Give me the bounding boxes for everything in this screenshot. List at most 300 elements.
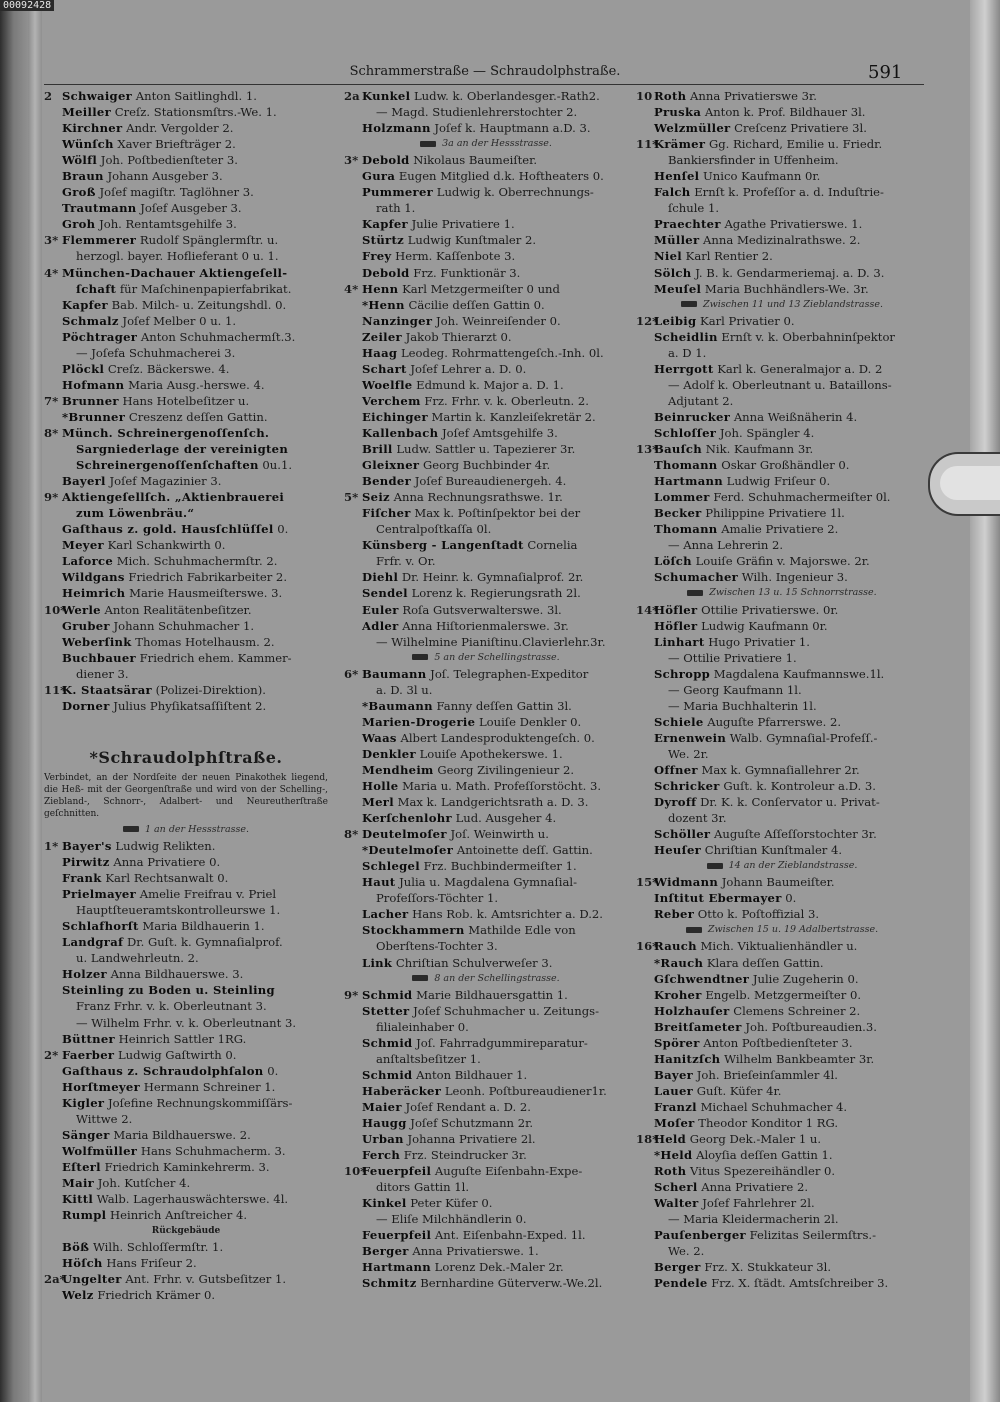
directory-entry [636, 457, 928, 473]
entry-body [62, 489, 284, 505]
entry-body [62, 216, 237, 232]
entry-details: Karl Schankwirth 0. [107, 538, 226, 553]
entry-body [362, 762, 574, 778]
entry-body [654, 1115, 838, 1131]
resident-name: Müller [654, 233, 700, 248]
directory-entry [636, 1147, 928, 1163]
pointing-hand-icon [681, 301, 697, 307]
directory-entry [344, 602, 628, 618]
directory-entry [636, 1083, 928, 1099]
entry-details: Julius Phyſikatsaſſiſtent 2. [113, 698, 267, 713]
entry-body [62, 88, 257, 104]
entry-body [376, 200, 415, 216]
resident-name: Schropp [654, 666, 711, 681]
entry-details: Peter Küfer 0. [410, 1196, 493, 1211]
entry-body [62, 569, 287, 585]
entry-body [654, 313, 795, 329]
resident-name: Wildgans [62, 570, 125, 585]
cross-street-text: 8 an der Schellingstrasse. [434, 972, 560, 984]
resident-name: Schmid [362, 987, 413, 1002]
directory-entry [44, 409, 328, 425]
entry-body [362, 184, 594, 200]
resident-name: Schart [362, 361, 407, 376]
directory-entry [636, 826, 928, 842]
resident-name: Wölfl [62, 153, 98, 168]
directory-entry [344, 1131, 628, 1147]
entry-details: — Wilhelm Frhr. v. k. Oberleutnant 3. [76, 1015, 297, 1030]
entry-details: Joh. Brieſeinſammler 4l. [696, 1067, 838, 1082]
entry-details: Otto k. Poſtoffizial 3. [697, 907, 820, 922]
directory-entry [636, 361, 928, 377]
resident-name: Lauer [654, 1083, 694, 1098]
entry-body [62, 1063, 278, 1079]
entry-body [362, 826, 549, 842]
entry-body [654, 1259, 831, 1275]
entry-details: Auguſte Eiſenbahn-Expe- [434, 1164, 583, 1179]
resident-name: Sendel [362, 586, 408, 601]
entry-body [62, 1143, 286, 1159]
entry-body [62, 184, 254, 200]
entry-details: Adjutant 2. [668, 393, 734, 408]
resident-name: Debold [362, 153, 410, 168]
entry-body [62, 982, 275, 998]
entry-details: — Anna Lehrerin 2. [668, 538, 784, 553]
entry-continuation [636, 810, 928, 826]
entry-continuation [344, 890, 628, 906]
entry-details: Ludwig Kunſtmaler 2. [407, 233, 537, 248]
entry-continuation [636, 200, 928, 216]
directory-entry [636, 1019, 928, 1035]
entry-details: Anna Privatiere 2. [701, 1180, 809, 1195]
entry-details: Lorenz k. Regierungsrath 2l. [411, 586, 581, 601]
directory-entry [636, 569, 928, 585]
entry-details: Edmund k. Major a. D. 1. [416, 377, 564, 392]
directory-entry: 13*Bauſch Nik. Kaufmann 3r. [636, 442, 814, 457]
resident-name: Landgraf [62, 935, 124, 950]
resident-name: Lacher [362, 907, 409, 922]
entry-details: Wilhelm Bankbeamter 3r. [724, 1051, 875, 1066]
entry-details: Ludwig Gaſtwirth 0. [117, 1047, 237, 1062]
entry-body [654, 441, 813, 457]
directory-entry [344, 393, 628, 409]
entry-body [62, 553, 277, 569]
directory-entry [44, 329, 328, 345]
directory-entry [44, 585, 328, 601]
cross-street-note [636, 858, 928, 874]
resident-name: Reber [654, 907, 695, 922]
entry-body [362, 1243, 539, 1259]
entry-details: — Eliſe Milchhändlerin 0. [376, 1212, 527, 1227]
directory-entry [44, 1031, 328, 1047]
resident-name: Frank [62, 871, 102, 886]
directory-entry [44, 168, 328, 184]
cross-street-note [344, 136, 628, 152]
entry-body [62, 120, 233, 136]
entry-details: Maria Bildhauerin 1. [142, 919, 265, 934]
entry-body [668, 377, 892, 393]
entry-body [76, 345, 235, 361]
directory-entry [44, 136, 328, 152]
entry-details: Joſef Rendant a. D. 2. [405, 1099, 531, 1114]
resident-name: *Baumann [362, 698, 433, 713]
entry-body [362, 1067, 527, 1083]
cross-street-note [636, 922, 928, 938]
entry-body [654, 634, 810, 650]
entry-body [362, 922, 576, 938]
resident-name: Franzl [654, 1099, 697, 1114]
directory-entry [44, 1287, 328, 1303]
entry-body [654, 505, 845, 521]
directory-entry [636, 971, 928, 987]
resident-name: Holzhauſer [654, 1003, 730, 1018]
entry-body [376, 104, 577, 120]
directory-entry [44, 1191, 328, 1207]
entry-continuation [344, 682, 628, 698]
entry-details: Walb. Gymnaſial-Profeſſ.- [729, 730, 878, 745]
entry-body [654, 265, 885, 281]
entry-details: Joſef Magazinier 3. [109, 474, 222, 489]
entry-details: Mich. Schuhmachermſtr. 2. [116, 554, 278, 569]
entry-details: Lud. Ausgeher 4. [455, 811, 557, 826]
resident-name: Haberäcker [362, 1083, 442, 1098]
entry-details: Agathe Privatierswe. 1. [724, 217, 863, 232]
directory-entry [636, 104, 928, 120]
resident-name: Moſer [654, 1116, 695, 1130]
entry-details: Joſefine Rechnungskommiſſärs- [107, 1095, 293, 1110]
entry-body [668, 746, 709, 762]
resident-name: Breitſameter [654, 1019, 742, 1034]
entry-details: Heinrich Sattler 1RG. [118, 1031, 247, 1046]
entry-details: Hans Hotelbeſitzer u. [122, 393, 250, 408]
resident-name: Bender [362, 474, 411, 489]
entry-continuation [344, 634, 628, 650]
directory-entry [44, 1063, 328, 1079]
entry-details: Karl Rentier 2. [685, 249, 773, 264]
entry-body [362, 987, 568, 1003]
entry-body [654, 1051, 874, 1067]
directory-entry: 3* Flemmerer Rudolf Spänglermſtr. u. [44, 233, 279, 248]
directory-entry: 9* Aktiengeſellſch. „Aktienbrauerei [44, 490, 285, 505]
resident-name: Horſtmeyer [62, 1079, 141, 1094]
entry-body [362, 216, 515, 232]
entry-details: Anton Schuhmachermſt.3. [140, 329, 296, 344]
entry-body [62, 870, 228, 886]
entry-details: für Maſchinenpapierfabrikat. [119, 281, 292, 296]
resident-name: Schloſſer [654, 425, 717, 440]
entry-continuation [344, 1179, 628, 1195]
entry-details: Philippine Privatiere 1l. [705, 506, 845, 521]
entry-details: ditors Gattin 1l. [376, 1180, 470, 1195]
resident-name: Bauſch [654, 442, 703, 457]
entry-details: Anna Bildhauerswe. 3. [110, 967, 244, 982]
entry-body [376, 634, 606, 650]
resident-name: Kinkel [362, 1196, 407, 1211]
resident-name: Feuerpfeil [362, 1164, 432, 1179]
directory-entry [636, 1035, 928, 1051]
entry-continuation [344, 104, 628, 120]
entry-continuation [344, 1211, 628, 1227]
resident-name: Walter [654, 1196, 699, 1211]
entry-body [654, 281, 869, 297]
entry-body [654, 762, 860, 778]
resident-name: Stockhammern [362, 923, 465, 938]
directory-entry [344, 441, 628, 457]
entry-details: Andr. Vergolder 2. [126, 121, 234, 136]
entry-details: Guſt. k. Kontroleur a.D. 3. [723, 779, 876, 794]
entry-body [654, 1019, 877, 1035]
resident-name: Meuſel [654, 281, 702, 296]
directory-entry [636, 505, 928, 521]
entry-body [362, 168, 604, 184]
entry-details: Joſef Bureaudienergeh. 4. [414, 474, 567, 489]
entry-body [76, 666, 129, 682]
directory-entry [636, 906, 928, 922]
entry-body [654, 120, 867, 136]
directory-entry [344, 1099, 628, 1115]
resident-name: Dorner [62, 698, 110, 713]
resident-name: Schmalz [62, 313, 119, 328]
entry-details: Georg Buchbinder 4r. [423, 458, 551, 473]
resident-name: Deutelmoſer [362, 827, 447, 842]
resident-name: Haugg [362, 1116, 407, 1130]
entry-details: Joſ. Fahrradgummireparatur- [416, 1035, 588, 1050]
resident-name: *Brunner [62, 409, 126, 424]
entry-body [654, 794, 880, 810]
resident-name: Gaſthaus z. gold. Hausſchlüſſel [62, 522, 274, 537]
entry-details: Anna Weißnäherin 4. [733, 409, 858, 424]
directory-entry [344, 922, 628, 938]
entry-details: Franz Frhr. v. k. Oberleutnant 3. [76, 999, 267, 1014]
directory-entry [44, 966, 328, 982]
entry-details: — Georg Kaufmann 1l. [668, 682, 802, 697]
entry-body [362, 313, 561, 329]
entry-body [62, 136, 236, 152]
resident-name: *Rauch [654, 955, 704, 970]
resident-name: Scheidlin [654, 329, 718, 344]
resident-name: Feuerpfeil [362, 1228, 432, 1243]
entry-body [668, 1211, 839, 1227]
entry-body [62, 200, 242, 216]
directory-entry: 3* Debold Nikolaus Baumeiſter. [344, 153, 538, 168]
entry-body [362, 730, 595, 746]
entry-details: Wilh. Schloſſermſtr. 1. [92, 1240, 224, 1255]
directory-entry [44, 870, 328, 886]
entry-details: Frz. Funktionär 3. [413, 265, 521, 280]
resident-name: Ernenwein [654, 730, 727, 745]
entry-details: 0. [277, 522, 289, 537]
entry-details: — Joſefa Schuhmacherei 3. [76, 345, 236, 360]
resident-name: Hartmann [654, 474, 723, 489]
entry-body [668, 698, 817, 714]
resident-name: Schmid [362, 1035, 413, 1050]
entry-details: 0u.1. [262, 458, 293, 473]
entry-continuation [44, 248, 328, 264]
entry-continuation [344, 938, 628, 954]
entry-body [62, 297, 286, 313]
resident-name: Euler [362, 602, 399, 617]
resident-name: Inſtitut Ebermayer [654, 891, 782, 906]
entry-continuation [636, 1243, 928, 1259]
directory-entry [44, 934, 328, 950]
entry-details: Wilh. Ingenieur 3. [741, 570, 848, 585]
entry-body [62, 1207, 247, 1223]
entry-body [62, 1127, 251, 1143]
resident-name: Spörer [654, 1035, 700, 1050]
entry-details: Julie Zugeherin 0. [752, 971, 859, 986]
entry-continuation [344, 1051, 628, 1067]
entry-body [62, 918, 265, 934]
entry-details: Marie Hausmeiſterswe. 3. [129, 586, 283, 601]
directory-entry [44, 1095, 328, 1111]
entry-body [76, 1111, 132, 1127]
directory-entry [636, 794, 928, 810]
entry-body [654, 1163, 835, 1179]
resident-name: Heimrich [62, 586, 126, 601]
entry-body [654, 618, 828, 634]
directory-entry [636, 281, 928, 297]
entry-body [362, 746, 563, 762]
directory-entry: 8* Münch. Schreinergenoſſenſch. [44, 425, 270, 440]
resident-name: Höfler [654, 602, 698, 617]
directory-entry [344, 457, 628, 473]
resident-name: Kigler [62, 1095, 105, 1110]
pointing-hand-icon [123, 826, 139, 832]
entry-body [362, 602, 562, 618]
resident-name: Meiller [62, 105, 112, 120]
directory-entry [636, 265, 928, 281]
entry-body [362, 248, 515, 264]
directory-entry [636, 1275, 928, 1291]
directory-entry: 14*Höfler Ottilie Privatierswe. 0r. [636, 602, 839, 617]
resident-name: Linhart [654, 634, 705, 649]
entry-body [362, 666, 588, 682]
entry-details: Nikolaus Baumeiſter. [413, 153, 538, 168]
resident-name: Praechter [654, 217, 721, 232]
directory-entry [636, 634, 928, 650]
entry-body [62, 377, 265, 393]
entry-details: 0. [785, 891, 797, 906]
entry-body [62, 1255, 197, 1271]
entry-details: Mich. Viktualienhändler u. [700, 939, 858, 954]
directory-entry: 10*Werle Anton Realitätenbeſitzer. [44, 602, 252, 617]
resident-name: Kunkel [362, 89, 411, 103]
directory-entry [344, 1003, 628, 1019]
entry-body [62, 537, 226, 553]
directory-entry [344, 409, 628, 425]
entry-body [362, 1035, 588, 1051]
resident-name: Merl [362, 795, 394, 810]
entry-body [668, 152, 839, 168]
entry-body [362, 810, 556, 826]
pointing-hand-icon [707, 863, 723, 869]
directory-entry [636, 216, 928, 232]
entry-details: Frz. Buchbindermeiſter 1. [423, 859, 577, 874]
entry-continuation [44, 1111, 328, 1127]
entry-body [668, 537, 783, 553]
entry-details: Eugen Mitglied d.k. Hoftheaters 0. [398, 169, 604, 184]
entry-details: Ludwig Relikten. [115, 839, 216, 854]
entry-body [362, 1115, 533, 1131]
resident-name: Böß [62, 1240, 90, 1255]
entry-continuation [44, 998, 328, 1014]
cross-street-text: Zwischen 15 u. 19 Adalbertstrasse. [707, 924, 879, 936]
directory-entry [44, 1255, 328, 1271]
directory-entry: 12*Leibig Karl Privatier 0. [636, 313, 795, 328]
directory-entry: 1* Bayer's Ludwig Relikten. [44, 839, 216, 854]
resident-name: Zeiler [362, 329, 402, 344]
entry-details: Leodeg. Rohrmattengeſch.-Inh. 0l. [400, 345, 604, 360]
resident-name: Prielmayer [62, 887, 137, 902]
resident-name: ſchaft [76, 281, 117, 296]
directory-entry [636, 1195, 928, 1211]
resident-name: Weberſink [62, 634, 132, 649]
directory-entry [44, 377, 328, 393]
directory-entry [344, 955, 628, 971]
entry-details: Guſt. Küfer 4r. [696, 1083, 782, 1098]
entry-details: Louiſe Denkler 0. [478, 714, 582, 729]
entry-details: filialeinhaber 0. [376, 1019, 469, 1034]
resident-name: Welz [62, 1288, 94, 1303]
directory-entry [636, 425, 928, 441]
entry-body [362, 425, 558, 441]
entry-continuation [44, 902, 328, 918]
resident-name: K. Staatsärar [62, 682, 152, 697]
entry-body [76, 457, 292, 473]
directory-entry [44, 918, 328, 934]
resident-name: Waas [362, 730, 397, 745]
entry-body [362, 778, 601, 794]
entry-body [76, 1015, 296, 1031]
street-description: Verbindet, an der Nordſeite der neuen Pinakothek liegend, die Heß- mit der Georgenſtraße und wird von der Schelling-, Ziebland-, Schnorr-, Adalbert- und Neureutherſtraße geſchnitten. [44, 772, 328, 819]
entry-continuation [636, 682, 928, 698]
entry-details: (Polizei-Direktion). [155, 682, 266, 697]
entry-continuation [344, 1019, 628, 1035]
entry-details: — Wilhelmine Pianiſtinu.Clavierlehr.3r. [376, 634, 606, 649]
resident-name: Denkler [362, 746, 416, 761]
directory-entry [344, 714, 628, 730]
directory-entry [344, 265, 628, 281]
resident-name: Herrgott [654, 361, 714, 376]
entry-details: Georg Zivilingenieur 2. [437, 762, 575, 777]
entry-body [362, 120, 591, 136]
entry-continuation [636, 746, 928, 762]
entry-details: u. Landwehrleutn. 2. [76, 951, 199, 966]
entry-details: Johann Baumeiſter. [721, 875, 835, 890]
resident-name: Nanzinger [362, 313, 433, 328]
directory-entry [344, 329, 628, 345]
entry-details: Lorenz Dek.-Maler 2r. [434, 1260, 564, 1275]
entry-details: Gg. Richard, Emilie u. Friedr. [708, 137, 883, 152]
entry-body [654, 826, 877, 842]
entry-body [654, 553, 870, 569]
directory-entry [44, 473, 328, 489]
page-number: 591 [868, 62, 903, 83]
resident-name: Henn [362, 281, 399, 296]
entry-details: Maria Ausg.-herswe. 4. [128, 377, 265, 392]
directory-entry: 10 Roth Anna Privatierswe 3r. [636, 89, 817, 103]
resident-name: Baumann [362, 666, 427, 681]
entry-body [362, 265, 520, 281]
entry-details: Joſef Melber 0 u. 1. [122, 313, 237, 328]
entry-body [362, 1227, 586, 1243]
entry-details: Auguſte Aſſeſſorstochter 3r. [713, 827, 877, 842]
directory-entry [344, 248, 628, 264]
directory-entry [44, 104, 328, 120]
entry-body [362, 409, 596, 425]
directory-entry: 2* Faerber Ludwig Gaſtwirth 0. [44, 1047, 237, 1062]
entry-body [62, 1047, 236, 1063]
entry-body [362, 569, 583, 585]
